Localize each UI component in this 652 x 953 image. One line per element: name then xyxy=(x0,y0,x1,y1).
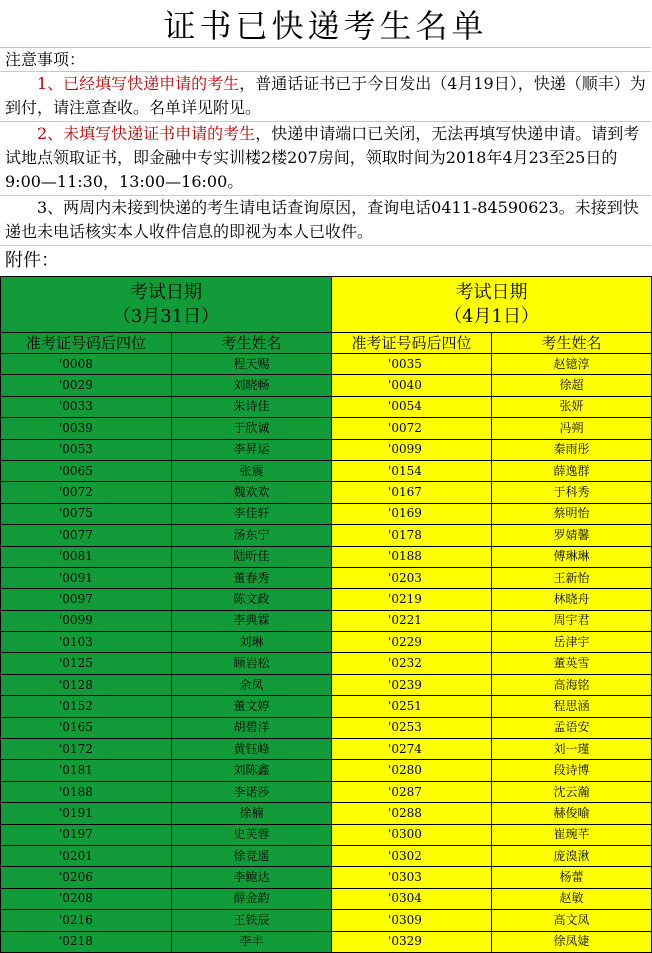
table-row xyxy=(1,696,652,717)
candidate-id: '0303 xyxy=(332,867,492,888)
candidate-name: 刘晓畅 xyxy=(172,375,332,396)
candidate-name: 程思涵 xyxy=(492,696,652,717)
group-header-march31 xyxy=(1,277,332,333)
notice-item-2 xyxy=(0,122,651,196)
candidate-id: '0035 xyxy=(332,354,492,375)
candidate-id: '0152 xyxy=(1,696,172,717)
candidate-name: 沈云瀚 xyxy=(492,781,652,802)
candidate-name: 庞溴湫 xyxy=(492,845,652,866)
candidate-id: '0178 xyxy=(332,525,492,546)
candidate-id: '0167 xyxy=(332,482,492,503)
candidate-id: '0103 xyxy=(1,632,172,653)
notice-item-2-highlight: 2、未填写快递证书申请的考生 xyxy=(37,124,256,143)
candidate-name: 董春秀 xyxy=(172,567,332,588)
candidate-name: 顾岩松 xyxy=(172,653,332,674)
candidate-id: '0219 xyxy=(332,589,492,610)
candidate-id: '0054 xyxy=(332,396,492,417)
candidate-name: 蔡明怡 xyxy=(492,503,652,524)
candidate-name: 程天赐 xyxy=(172,354,332,375)
table-row xyxy=(1,354,652,375)
table-row xyxy=(1,418,652,439)
table-row xyxy=(1,867,652,888)
candidate-name: 徐竞遥 xyxy=(172,845,332,866)
group-date: （4月1日） xyxy=(444,305,539,327)
candidate-id: '0218 xyxy=(1,931,172,952)
candidate-name: 孟语安 xyxy=(492,717,652,738)
col-header-id: 准考证号码后四位 xyxy=(1,333,172,354)
candidate-name: 王铁辰 xyxy=(172,910,332,931)
table-row xyxy=(1,632,652,653)
notice-item-1-text: ，普通话证书已于今日发出（4月19日），快递（顺丰）为到付，请注意查收。名单详见附见。 xyxy=(5,74,646,117)
table-row xyxy=(1,482,652,503)
notice-item-1 xyxy=(0,72,651,122)
table-row xyxy=(1,781,652,802)
candidate-name: 罗婧馨 xyxy=(492,525,652,546)
table-row xyxy=(1,460,652,481)
candidate-id: '0039 xyxy=(1,418,172,439)
candidate-id: '0280 xyxy=(332,760,492,781)
candidate-name: 周宇君 xyxy=(492,610,652,631)
candidate-id: '0239 xyxy=(332,674,492,695)
candidate-id: '0097 xyxy=(1,589,172,610)
notice-item-2-text: ，快递申请端口已关闭，无法再填写快递申请。请到考试地点领取证书，即金融中专实训楼2楼207房间，领取时间为2018年4月23至25日的9:00—11:30，13:00—16:00。 xyxy=(5,124,640,191)
candidate-id: '0208 xyxy=(1,888,172,909)
candidate-id: '0216 xyxy=(1,910,172,931)
candidate-table xyxy=(0,276,652,953)
notice-heading: 注意事项： xyxy=(0,48,651,72)
table-row xyxy=(1,845,652,866)
candidate-name: 朱诗佳 xyxy=(172,396,332,417)
candidate-id: '0229 xyxy=(332,632,492,653)
candidate-id: '0188 xyxy=(1,781,172,802)
attachment-label: 附件： xyxy=(5,250,59,271)
candidate-id: '0188 xyxy=(332,546,492,567)
candidate-id: '0206 xyxy=(1,867,172,888)
candidate-id: '0329 xyxy=(332,931,492,952)
candidate-id: '0040 xyxy=(332,375,492,396)
candidate-name: 傅琳琳 xyxy=(492,546,652,567)
table-row xyxy=(1,803,652,824)
candidate-name: 徐超 xyxy=(492,375,652,396)
candidate-id: '0029 xyxy=(1,375,172,396)
candidate-id: '0201 xyxy=(1,845,172,866)
table-row xyxy=(1,567,652,588)
candidate-name: 陆昕佳 xyxy=(172,546,332,567)
candidate-id: '0128 xyxy=(1,674,172,695)
col-header-name: 考生姓名 xyxy=(172,333,332,354)
candidate-id: '0165 xyxy=(1,717,172,738)
candidate-name: 张震 xyxy=(172,460,332,481)
candidate-name: 陈文政 xyxy=(172,589,332,610)
candidate-name: 薛金韵 xyxy=(172,888,332,909)
candidate-id: '0169 xyxy=(332,503,492,524)
candidate-id: '0300 xyxy=(332,824,492,845)
candidate-id: '0221 xyxy=(332,610,492,631)
candidate-name: 李佳轩 xyxy=(172,503,332,524)
candidate-name: 胡碧洋 xyxy=(172,717,332,738)
col-header-name: 考生姓名 xyxy=(492,333,652,354)
table-row xyxy=(1,888,652,909)
candidate-id: '0053 xyxy=(1,439,172,460)
candidate-name: 徐凤婕 xyxy=(492,931,652,952)
table-row xyxy=(1,931,652,952)
table-row xyxy=(1,439,652,460)
group-header-april1 xyxy=(332,277,652,333)
page-title: 证书已快递考生名单 xyxy=(163,6,488,45)
candidate-name: 刘琳 xyxy=(172,632,332,653)
col-header-id: 准考证号码后四位 xyxy=(332,333,492,354)
candidate-id: '0154 xyxy=(332,460,492,481)
candidate-name: 史芙蓉 xyxy=(172,824,332,845)
table-row xyxy=(1,674,652,695)
candidate-id: '0309 xyxy=(332,910,492,931)
table-row xyxy=(1,653,652,674)
candidate-id: '0274 xyxy=(332,739,492,760)
table-row xyxy=(1,525,652,546)
notice-item-3 xyxy=(0,196,651,246)
table-row xyxy=(1,739,652,760)
table-row xyxy=(1,610,652,631)
candidate-name: 张妍 xyxy=(492,396,652,417)
candidate-name: 岳津宇 xyxy=(492,632,652,653)
table-row xyxy=(1,375,652,396)
candidate-name: 李典霖 xyxy=(172,610,332,631)
group-date-label: 考试日期 xyxy=(455,281,528,303)
table-row xyxy=(1,589,652,610)
candidate-id: '0072 xyxy=(1,482,172,503)
candidate-name: 董英雪 xyxy=(492,653,652,674)
candidate-name: 赵镱淳 xyxy=(492,354,652,375)
candidate-id: '0253 xyxy=(332,717,492,738)
candidate-id: '0081 xyxy=(1,546,172,567)
candidate-id: '0065 xyxy=(1,460,172,481)
candidate-id: '0304 xyxy=(332,888,492,909)
notice-item-3-text: 3、两周内未接到快递的考生请电话查询原因，查询电话0411-84590623。未接到快递也未电话核实本人收件信息的即视为本人已收件。 xyxy=(5,198,639,241)
candidate-name: 赵敏 xyxy=(492,888,652,909)
candidate-name: 高海铭 xyxy=(492,674,652,695)
table-row xyxy=(1,717,652,738)
candidate-id: '0203 xyxy=(332,567,492,588)
candidate-id: '0181 xyxy=(1,760,172,781)
title-row xyxy=(0,0,651,48)
group-date-label: 考试日期 xyxy=(130,281,202,303)
candidate-name: 李昇运 xyxy=(172,439,332,460)
candidate-id: '0072 xyxy=(332,418,492,439)
table-row xyxy=(1,760,652,781)
candidate-id: '0077 xyxy=(1,525,172,546)
candidate-name: 汤东宁 xyxy=(172,525,332,546)
candidate-name: 李鲍达 xyxy=(172,867,332,888)
candidate-name: 秦雨彤 xyxy=(492,439,652,460)
candidate-name: 林晓舟 xyxy=(492,589,652,610)
candidate-name: 薛逸群 xyxy=(492,460,652,481)
candidate-id: '0172 xyxy=(1,739,172,760)
candidate-id: '0099 xyxy=(332,439,492,460)
candidate-name: 刘一瑾 xyxy=(492,739,652,760)
candidate-name: 徐楠 xyxy=(172,803,332,824)
candidate-id: '0197 xyxy=(1,824,172,845)
table-row xyxy=(1,396,652,417)
candidate-id: '0075 xyxy=(1,503,172,524)
table-row xyxy=(1,910,652,931)
candidate-name: 李诺莎 xyxy=(172,781,332,802)
candidate-name: 于欣诚 xyxy=(172,418,332,439)
table-row xyxy=(1,503,652,524)
candidate-name: 高文凤 xyxy=(492,910,652,931)
candidate-id: '0232 xyxy=(332,653,492,674)
candidate-name: 于科秀 xyxy=(492,482,652,503)
candidate-name: 崔琬芊 xyxy=(492,824,652,845)
candidate-name: 杨蕾 xyxy=(492,867,652,888)
candidate-id: '0251 xyxy=(332,696,492,717)
candidate-name: 魏欢欢 xyxy=(172,482,332,503)
candidate-name: 余凤 xyxy=(172,674,332,695)
candidate-name: 王新怡 xyxy=(492,567,652,588)
candidate-name: 董文婷 xyxy=(172,696,332,717)
candidate-id: '0125 xyxy=(1,653,172,674)
group-date: （3月31日） xyxy=(112,305,220,327)
candidate-id: '0091 xyxy=(1,567,172,588)
candidate-id: '0099 xyxy=(1,610,172,631)
candidate-id: '0287 xyxy=(332,781,492,802)
candidate-name: 赫俊喻 xyxy=(492,803,652,824)
candidate-id: '0008 xyxy=(1,354,172,375)
candidate-name: 冯朔 xyxy=(492,418,652,439)
candidate-id: '0302 xyxy=(332,845,492,866)
candidate-name: 段诗博 xyxy=(492,760,652,781)
candidate-name: 黄钰峰 xyxy=(172,739,332,760)
candidate-id: '0288 xyxy=(332,803,492,824)
table-row xyxy=(1,824,652,845)
candidate-name: 李丰 xyxy=(172,931,332,952)
candidate-id: '0191 xyxy=(1,803,172,824)
candidate-name: 刘陈鑫 xyxy=(172,760,332,781)
notice-item-1-highlight: 1、已经填写快递申请的考生 xyxy=(37,74,240,93)
candidate-id: '0033 xyxy=(1,396,172,417)
table-row xyxy=(1,546,652,567)
